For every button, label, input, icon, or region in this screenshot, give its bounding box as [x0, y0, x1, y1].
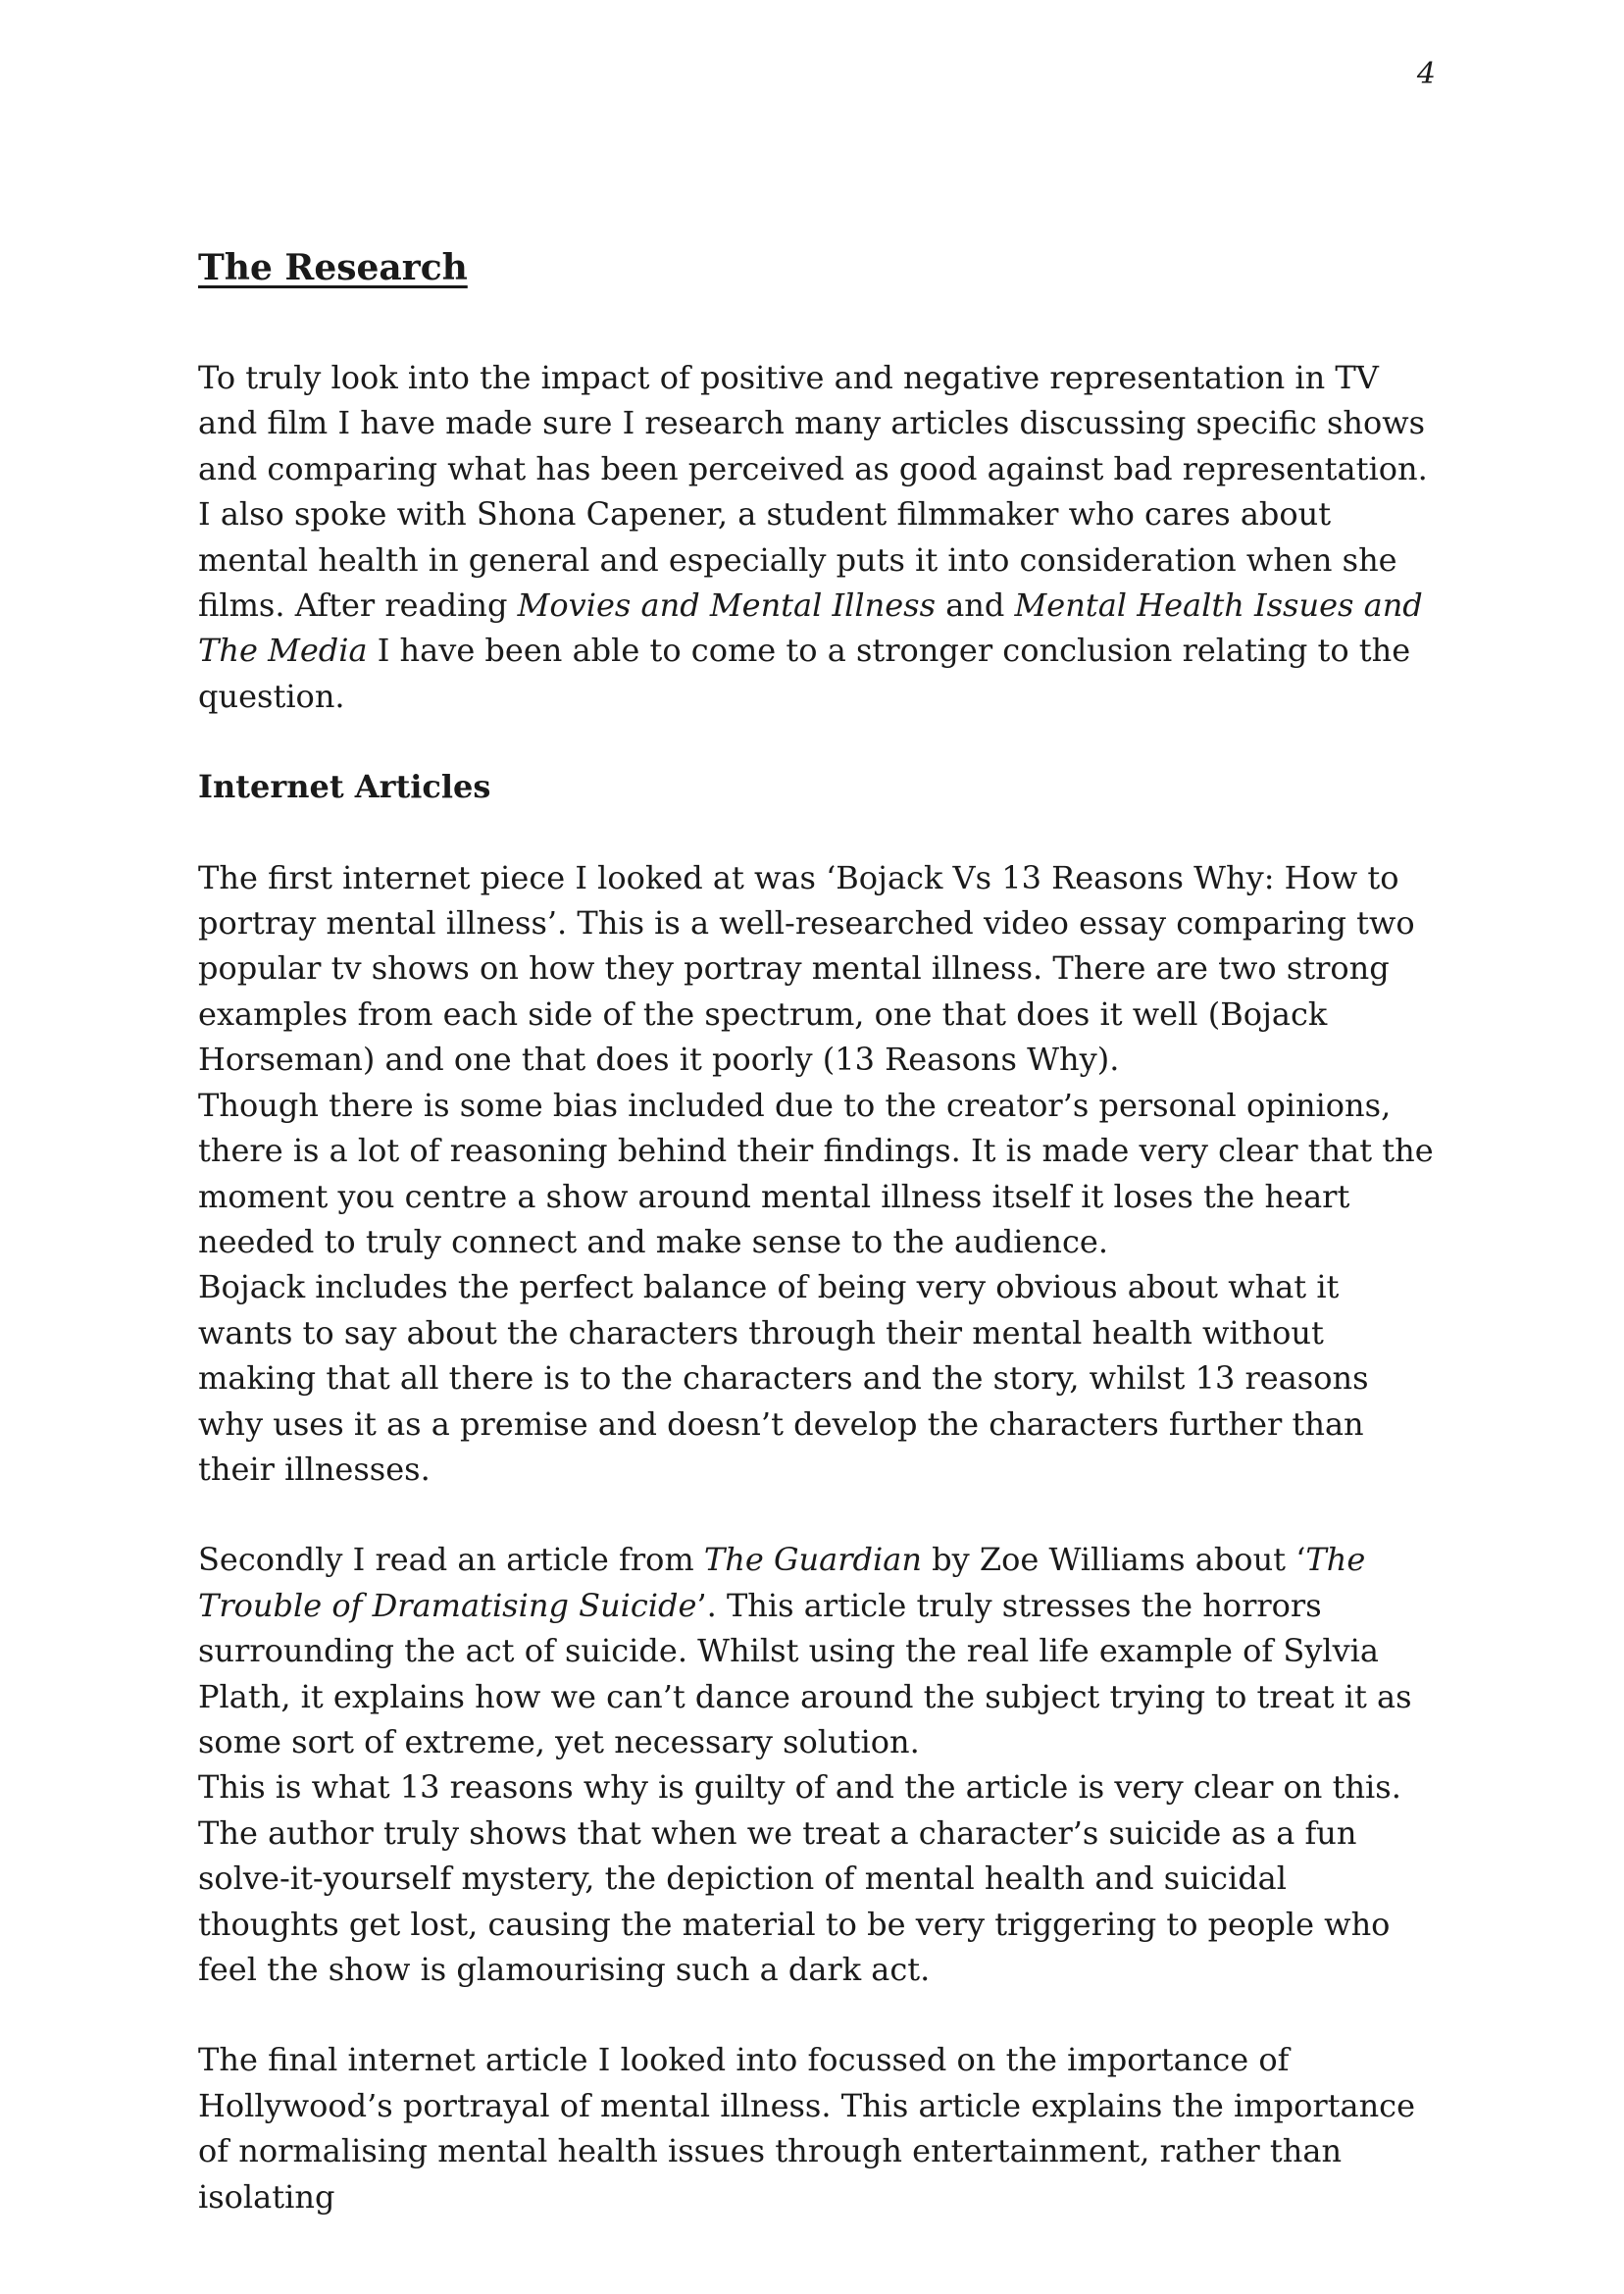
book-title-mental-health-media: Mental Health Issues and The Media: [198, 586, 1423, 670]
article-title: The Trouble of Dramatising Suicide: [198, 1541, 1366, 1624]
second-article-paragraph-2: This is what 13 reasons why is guilty of and the article is very clear on this. The author truly shows that when we treat a character’s suicide as a fun solve-it-yourself mystery, the depiction of mental health and suicidal thoughts get lost, causing the material to be very triggering to people who feel the show is glamourising such a dark act.: [198, 1768, 1401, 1988]
section-title: The Research: [198, 247, 468, 288]
first-article-paragraph-3: Bojack includes the perfect balance of being very obvious about what it wants to say about the characters through their mental health without making that all there is to the characters and the story, whilst 13 reasons why uses it as a premise and doesn’t develop the characters further than their illnesses.: [198, 1268, 1369, 1488]
first-article-paragraph-1: The first internet piece I looked at was ‘Bojack Vs 13 Reasons Why: How to portray mental illness’. This is a well-researched video essay comparing two popular tv shows on how they portray mental illness. There are two strong examples from each side of the spectrum, one that does it well (Bojack Horseman) and one that does it poorly (13 Reasons Why).: [198, 858, 1415, 1079]
page-number: 4: [1416, 57, 1436, 91]
second-article-paragraph-1: [198, 1537, 1434, 1764]
second-text-c: ’. This article truly stresses the horrors surrounding the act of suicide. Whilst using the real life example of Sylvia Plath, it explains how we can’t dance around the subject trying to treat it as some sort of extreme, yet necessary solution.: [198, 1586, 1412, 1760]
second-text-a: Secondly I read an article from: [198, 1541, 704, 1579]
document-body: [198, 245, 1434, 2219]
intro-text-c: I have been able to come to a stronger conclusion relating to the question.: [198, 632, 1411, 715]
intro-paragraph: [198, 355, 1434, 719]
first-article-paragraph-2: Though there is some bias included due to the creator’s personal opinions, there is a lot of reasoning behind their findings. It is made very clear that the moment you centre a show around mental illness itself it loses the heart needed to truly connect and make sense to the audience.: [198, 1086, 1434, 1260]
second-text-b: by Zoe Williams about ‘: [921, 1541, 1306, 1579]
book-title-movies-mental-illness: Movies and Mental Illness: [517, 586, 937, 625]
intro-text-b: and: [936, 586, 1015, 625]
final-article-paragraph: The final internet article I looked into focussed on the importance of Hollywood’s portrayal of mental illness. This article explains the importance of normalising mental health issues through entertainment, rather than isolating: [198, 2041, 1416, 2216]
internet-articles-heading: Internet Articles: [198, 768, 491, 806]
publication-name: The Guardian: [703, 1541, 922, 1579]
intro-text-a: To truly look into the impact of positive and negative representation in TV and film I have made sure I research many articles discussing specific shows and comparing what has been perceived as good against bad representation. I also spoke with Shona Capener, a student filmmaker who cares about mental health in general and especially puts it into consideration when she films. After reading: [198, 359, 1428, 625]
